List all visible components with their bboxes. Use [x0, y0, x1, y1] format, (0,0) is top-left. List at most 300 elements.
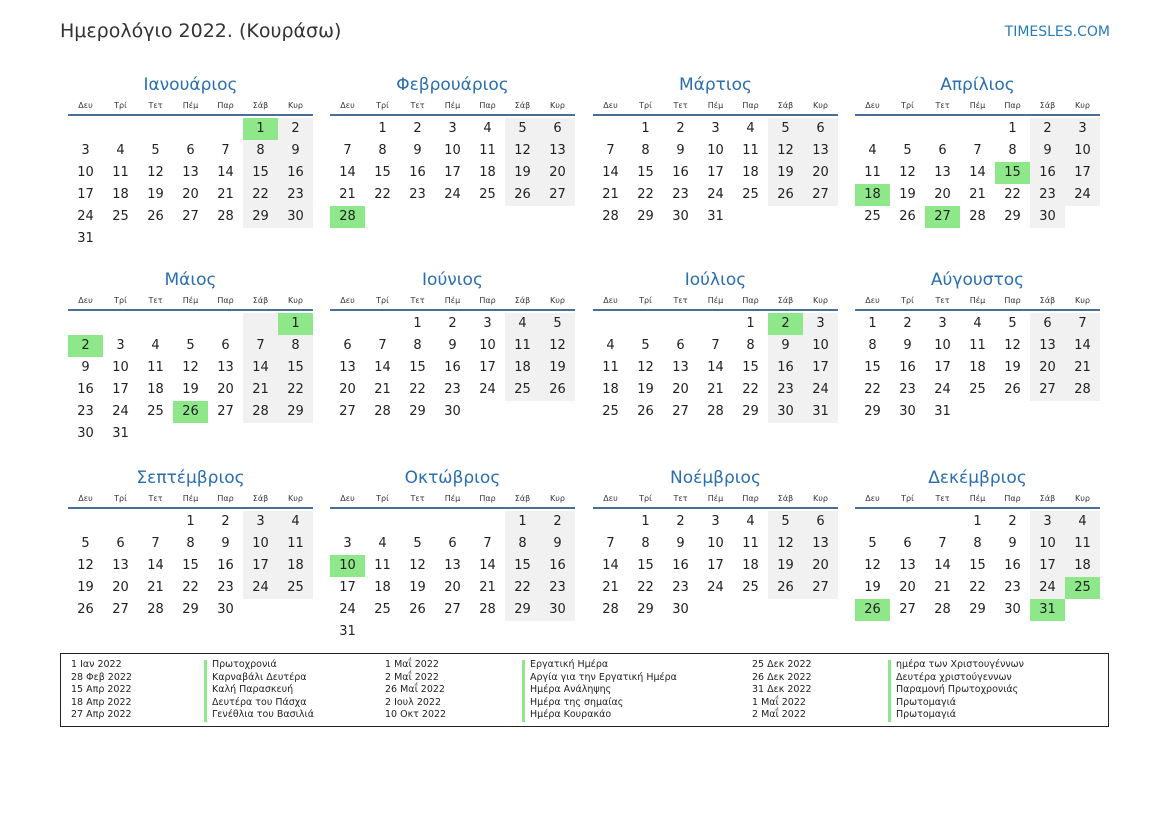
- weekday-label: Πέμ: [444, 101, 461, 110]
- legend-date: 27 Απρ 2022: [71, 709, 132, 721]
- day-cell: 12: [182, 360, 199, 375]
- day-cell: 27: [1030, 379, 1065, 401]
- day-cell: 23: [77, 404, 94, 419]
- day-cell: 21: [602, 580, 619, 595]
- day-cell: 26: [77, 602, 94, 617]
- legend-holiday-name: Ημέρα Ανάληψης: [530, 684, 612, 696]
- weekday-label: Δευ: [603, 296, 618, 305]
- day-cell: 14: [934, 558, 951, 573]
- day-cell: 15: [182, 558, 199, 573]
- day-cell: 7: [243, 335, 278, 357]
- legend-holiday-name: Πρωτοχρονιά: [212, 659, 277, 670]
- weekday-label: Τρί: [639, 101, 652, 110]
- day-cell: 10: [479, 338, 496, 353]
- legend-date: 28 Φεβ 2022: [71, 671, 132, 683]
- weekday-label: Τετ: [673, 494, 688, 503]
- day-cell: 5: [151, 143, 160, 158]
- day-cell: 9: [413, 143, 422, 158]
- month-block: [68, 269, 313, 445]
- day-cell: 8: [378, 143, 387, 158]
- day-cell: 23: [540, 577, 575, 599]
- day-cell: 31: [934, 404, 951, 419]
- weekday-label: Σάβ: [777, 296, 794, 305]
- weekday-label: Κυρ: [550, 296, 565, 305]
- holiday-legend: [60, 653, 1109, 727]
- empty-cell: [138, 423, 173, 445]
- legend-holiday-name: Γενέθλια του Βασιλιά: [212, 709, 314, 721]
- day-cell: 6: [938, 143, 947, 158]
- day-cell: 29: [637, 209, 654, 224]
- day-cell: 9: [221, 536, 230, 551]
- day-cell: 20: [899, 580, 916, 595]
- day-cell: 15: [742, 360, 759, 375]
- day-cell: 7: [343, 143, 352, 158]
- legend-date: 18 Απρ 2022: [71, 696, 132, 708]
- day-cell: 1: [973, 514, 982, 529]
- day-cell: 26: [637, 404, 654, 419]
- day-cell: 13: [934, 165, 951, 180]
- weekday-label: Παρ: [742, 296, 759, 305]
- weekday-label: Δευ: [78, 494, 93, 503]
- month-name: Δεκέμβριος: [928, 468, 1027, 488]
- day-cell: 1: [641, 121, 650, 136]
- empty-cell: [593, 118, 628, 140]
- day-cell: 30: [672, 209, 689, 224]
- day-cell: 5: [505, 118, 540, 140]
- site-link[interactable]: TIMESLES.COM: [1004, 24, 1110, 40]
- day-cell: 20: [803, 555, 838, 577]
- day-cell: 7: [483, 536, 492, 551]
- day-cell: 20: [182, 187, 199, 202]
- day-cell: 13: [182, 165, 199, 180]
- day-cell: 5: [768, 118, 803, 140]
- day-cell: 20: [339, 382, 356, 397]
- empty-cell: [803, 206, 838, 228]
- month-block: [330, 269, 575, 423]
- weekday-label: Τρί: [901, 494, 914, 503]
- day-cell: 2: [278, 118, 313, 140]
- day-cell: 19: [147, 187, 164, 202]
- day-cell: 16: [672, 165, 689, 180]
- day-cell: 30: [444, 404, 461, 419]
- day-cell: 4: [278, 511, 313, 533]
- day-cell: 26: [505, 184, 540, 206]
- day-cell: 3: [243, 511, 278, 533]
- day-cell: 25: [1065, 577, 1100, 599]
- day-cell: 3: [483, 316, 492, 331]
- day-cell: 26: [147, 209, 164, 224]
- day-cell: 3: [81, 143, 90, 158]
- day-cell: 2: [221, 514, 230, 529]
- day-cell: 4: [116, 143, 125, 158]
- weekday-label: Πέμ: [969, 494, 986, 503]
- weekday-label: Δευ: [865, 101, 880, 110]
- day-cell: 12: [147, 165, 164, 180]
- day-cell: 13: [803, 533, 838, 555]
- day-cell: 20: [217, 382, 234, 397]
- empty-cell: [243, 423, 278, 445]
- weekday-label: Δευ: [603, 494, 618, 503]
- day-cell: 19: [182, 382, 199, 397]
- day-cell: 1: [413, 316, 422, 331]
- day-cell: 24: [707, 187, 724, 202]
- day-cell: 14: [339, 165, 356, 180]
- day-cell: 25: [505, 379, 540, 401]
- day-cell: 13: [444, 558, 461, 573]
- month-block: [330, 467, 575, 643]
- empty-cell: [470, 206, 505, 228]
- legend-date: 2 Μαΐ 2022: [385, 671, 439, 683]
- legend-holiday-name: Καρναβάλι Δευτέρα: [212, 671, 307, 683]
- day-cell: 27: [339, 404, 356, 419]
- weekday-label: Σάβ: [514, 101, 531, 110]
- day-cell: 28: [969, 209, 986, 224]
- weekday-label: Τρί: [114, 296, 127, 305]
- day-cell: 10: [77, 165, 94, 180]
- day-cell: 21: [243, 379, 278, 401]
- month-name: Οκτώβριος: [404, 468, 501, 488]
- day-cell: 28: [602, 602, 619, 617]
- day-cell: 18: [112, 187, 129, 202]
- day-cell: 4: [378, 536, 387, 551]
- day-cell: 21: [374, 382, 391, 397]
- legend-date: 2 Μαΐ 2022: [752, 709, 806, 721]
- day-cell: 28: [330, 206, 365, 228]
- day-cell: 31: [803, 401, 838, 423]
- day-cell: 1: [746, 316, 755, 331]
- day-cell: 19: [77, 580, 94, 595]
- day-cell: 24: [77, 209, 94, 224]
- weekday-label: Δευ: [865, 494, 880, 503]
- day-cell: 9: [81, 360, 90, 375]
- empty-cell: [540, 206, 575, 228]
- day-cell: 27: [540, 184, 575, 206]
- day-cell: 14: [602, 558, 619, 573]
- weekday-label: Σάβ: [777, 101, 794, 110]
- weekday-label: Τρί: [901, 296, 914, 305]
- day-cell: 29: [505, 599, 540, 621]
- day-cell: 14: [374, 360, 391, 375]
- day-cell: 20: [444, 580, 461, 595]
- day-cell: 17: [1030, 555, 1065, 577]
- day-cell: 1: [505, 511, 540, 533]
- legend-date: 15 Απρ 2022: [71, 684, 132, 696]
- day-cell: 8: [973, 536, 982, 551]
- weekday-label: Παρ: [742, 494, 759, 503]
- day-cell: 24: [243, 577, 278, 599]
- day-cell: 22: [637, 580, 654, 595]
- weekday-label: Πέμ: [707, 296, 724, 305]
- day-cell: 21: [147, 580, 164, 595]
- day-cell: 9: [1008, 536, 1017, 551]
- weekday-label: Τετ: [148, 494, 163, 503]
- day-grid: [68, 511, 313, 621]
- day-cell: 25: [374, 602, 391, 617]
- day-cell: 12: [1004, 338, 1021, 353]
- legend-date: 1 Μαΐ 2022: [752, 696, 806, 708]
- day-cell: 12: [637, 360, 654, 375]
- page-title: Ημερολόγιο 2022. (Κουράσω): [60, 20, 342, 42]
- day-cell: 30: [77, 426, 94, 441]
- day-cell: 6: [803, 118, 838, 140]
- day-cell: 27: [182, 209, 199, 224]
- weekday-label: Παρ: [1004, 101, 1021, 110]
- day-cell: 25: [602, 404, 619, 419]
- day-cell: 25: [864, 209, 881, 224]
- weekday-label: Τετ: [410, 101, 425, 110]
- day-cell: 28: [602, 209, 619, 224]
- day-cell: 14: [147, 558, 164, 573]
- empty-cell: [768, 206, 803, 228]
- day-cell: 26: [768, 577, 803, 599]
- day-cell: 29: [1004, 209, 1021, 224]
- day-cell: 30: [768, 401, 803, 423]
- empty-cell: [138, 511, 173, 533]
- day-cell: 7: [973, 143, 982, 158]
- legend-holiday-name: Αργία για την Εργατική Ημέρα: [530, 671, 677, 683]
- weekday-label: Κυρ: [813, 494, 828, 503]
- day-cell: 9: [676, 536, 685, 551]
- legend-holiday-name: Εργατική Ημέρα: [530, 659, 609, 670]
- day-cell: 19: [637, 382, 654, 397]
- day-cell: 28: [934, 602, 951, 617]
- day-cell: 4: [868, 143, 877, 158]
- day-cell: 19: [899, 187, 916, 202]
- day-cell: 29: [969, 602, 986, 617]
- weekday-label: Παρ: [1004, 494, 1021, 503]
- day-cell: 26: [855, 599, 890, 621]
- day-cell: 21: [969, 187, 986, 202]
- weekday-header: [593, 493, 838, 509]
- day-cell: 27: [899, 602, 916, 617]
- empty-cell: [855, 118, 890, 140]
- empty-cell: [243, 228, 278, 250]
- day-cell: 18: [1065, 555, 1100, 577]
- day-cell: 1: [868, 316, 877, 331]
- day-cell: 27: [217, 404, 234, 419]
- empty-cell: [400, 511, 435, 533]
- month-name: Μάιος: [164, 270, 217, 290]
- weekday-label: Δευ: [603, 101, 618, 110]
- empty-cell: [1065, 401, 1100, 423]
- empty-cell: [1065, 206, 1100, 228]
- weekday-header: [593, 295, 838, 311]
- legend-names-col1: [212, 659, 314, 722]
- weekday-label: Παρ: [742, 101, 759, 110]
- weekday-label: Τετ: [935, 296, 950, 305]
- day-cell: 2: [540, 511, 575, 533]
- legend-holiday-name: ημέρα των Χριστουγέννων: [896, 659, 1024, 670]
- weekday-label: Δευ: [865, 296, 880, 305]
- weekday-label: Τρί: [639, 296, 652, 305]
- day-cell: 8: [186, 536, 195, 551]
- day-cell: 18: [505, 357, 540, 379]
- day-cell: 6: [221, 338, 230, 353]
- day-cell: 3: [1030, 511, 1065, 533]
- legend-holiday-name: Ημέρα Κουρακάο: [530, 709, 612, 721]
- day-grid: [68, 118, 313, 250]
- empty-cell: [208, 118, 243, 140]
- day-cell: 25: [278, 577, 313, 599]
- day-cell: 27: [803, 577, 838, 599]
- day-cell: 10: [112, 360, 129, 375]
- day-cell: 11: [374, 558, 391, 573]
- empty-cell: [208, 313, 243, 335]
- day-cell: 5: [413, 536, 422, 551]
- month-block: [68, 74, 313, 250]
- day-cell: 25: [479, 187, 496, 202]
- day-cell: 5: [81, 536, 90, 551]
- day-cell: 2: [676, 514, 685, 529]
- empty-cell: [890, 118, 925, 140]
- empty-cell: [890, 511, 925, 533]
- day-cell: 24: [112, 404, 129, 419]
- day-cell: 12: [505, 140, 540, 162]
- day-cell: 10: [707, 143, 724, 158]
- day-cell: 24: [934, 382, 951, 397]
- month-name: Ιούλιος: [684, 270, 747, 290]
- legend-names-col3: [896, 659, 1024, 722]
- day-cell: 13: [339, 360, 356, 375]
- month-block: [593, 269, 838, 423]
- day-cell: 23: [1030, 184, 1065, 206]
- day-cell: 25: [147, 404, 164, 419]
- day-cell: 26: [173, 401, 208, 423]
- day-cell: 30: [540, 599, 575, 621]
- empty-cell: [733, 206, 768, 228]
- day-cell: 31: [1030, 599, 1065, 621]
- day-cell: 18: [479, 165, 496, 180]
- day-cell: 9: [676, 143, 685, 158]
- day-cell: 13: [217, 360, 234, 375]
- day-cell: 10: [243, 533, 278, 555]
- empty-cell: [1065, 599, 1100, 621]
- empty-cell: [103, 228, 138, 250]
- legend-date: 26 Δεκ 2022: [752, 671, 812, 683]
- day-cell: 22: [637, 187, 654, 202]
- weekday-label: Κυρ: [288, 494, 303, 503]
- weekday-label: Σάβ: [252, 494, 269, 503]
- weekday-label: Κυρ: [1075, 101, 1090, 110]
- day-cell: 26: [409, 602, 426, 617]
- day-cell: 1: [186, 514, 195, 529]
- weekday-label: Τρί: [376, 101, 389, 110]
- day-cell: 31: [707, 209, 724, 224]
- day-cell: 12: [409, 558, 426, 573]
- day-cell: 12: [864, 558, 881, 573]
- weekday-label: Δευ: [340, 494, 355, 503]
- empty-cell: [925, 118, 960, 140]
- day-cell: 7: [221, 143, 230, 158]
- month-block: [593, 74, 838, 228]
- weekday-label: Κυρ: [813, 296, 828, 305]
- day-cell: 6: [540, 118, 575, 140]
- day-cell: 24: [1065, 184, 1100, 206]
- empty-cell: [698, 599, 733, 621]
- day-cell: 25: [742, 187, 759, 202]
- weekday-label: Τρί: [376, 494, 389, 503]
- legend-holiday-name: Παραμονή Πρωτοχρονιάς: [896, 684, 1019, 696]
- weekday-label: Παρ: [217, 494, 234, 503]
- weekday-label: Δευ: [78, 101, 93, 110]
- day-cell: 10: [1030, 533, 1065, 555]
- day-cell: 3: [448, 121, 457, 136]
- day-cell: 24: [339, 602, 356, 617]
- weekday-label: Πέμ: [182, 296, 199, 305]
- empty-cell: [68, 511, 103, 533]
- day-cell: 16: [899, 360, 916, 375]
- weekday-label: Σάβ: [252, 101, 269, 110]
- day-cell: 6: [803, 511, 838, 533]
- weekday-label: Τετ: [148, 296, 163, 305]
- empty-cell: [173, 313, 208, 335]
- empty-cell: [68, 118, 103, 140]
- day-cell: 19: [864, 580, 881, 595]
- day-cell: 10: [934, 338, 951, 353]
- day-cell: 6: [1030, 313, 1065, 335]
- empty-cell: [593, 313, 628, 335]
- month-name: Μάρτιος: [678, 75, 753, 95]
- empty-cell: [173, 118, 208, 140]
- day-cell: 19: [1004, 360, 1021, 375]
- month-block: [68, 467, 313, 621]
- legend-dates-col2: [385, 659, 446, 722]
- day-cell: 29: [637, 602, 654, 617]
- day-cell: 5: [540, 313, 575, 335]
- day-cell: 17: [1065, 162, 1100, 184]
- weekday-label: Τρί: [114, 101, 127, 110]
- weekday-label: Τετ: [410, 494, 425, 503]
- weekday-label: Κυρ: [813, 101, 828, 110]
- weekday-label: Σάβ: [1039, 101, 1056, 110]
- day-cell: 6: [343, 338, 352, 353]
- day-cell: 1: [641, 514, 650, 529]
- day-cell: 3: [116, 338, 125, 353]
- weekday-label: Τρί: [901, 101, 914, 110]
- month-block: [855, 269, 1100, 423]
- month-name: Σεπτέμβριος: [136, 468, 245, 488]
- day-cell: 18: [969, 360, 986, 375]
- day-cell: 30: [278, 206, 313, 228]
- day-cell: 1: [278, 313, 313, 335]
- weekday-label: Κυρ: [1075, 296, 1090, 305]
- day-cell: 24: [1030, 577, 1065, 599]
- day-cell: 26: [1004, 382, 1021, 397]
- day-cell: 29: [182, 602, 199, 617]
- day-cell: 9: [903, 338, 912, 353]
- empty-cell: [540, 401, 575, 423]
- day-cell: 24: [707, 580, 724, 595]
- day-cell: 15: [278, 357, 313, 379]
- day-cell: 31: [339, 624, 356, 639]
- day-cell: 22: [742, 382, 759, 397]
- day-cell: 13: [112, 558, 129, 573]
- day-cell: 8: [868, 338, 877, 353]
- day-cell: 5: [1008, 316, 1017, 331]
- day-cell: 23: [444, 382, 461, 397]
- day-cell: 14: [707, 360, 724, 375]
- day-cell: 29: [864, 404, 881, 419]
- day-cell: 3: [343, 536, 352, 551]
- day-cell: 4: [483, 121, 492, 136]
- month-block: [855, 74, 1100, 228]
- empty-cell: [505, 401, 540, 423]
- day-cell: 11: [742, 143, 759, 158]
- weekday-label: Πέμ: [707, 101, 724, 110]
- day-cell: 30: [217, 602, 234, 617]
- empty-cell: [470, 621, 505, 643]
- day-cell: 22: [243, 184, 278, 206]
